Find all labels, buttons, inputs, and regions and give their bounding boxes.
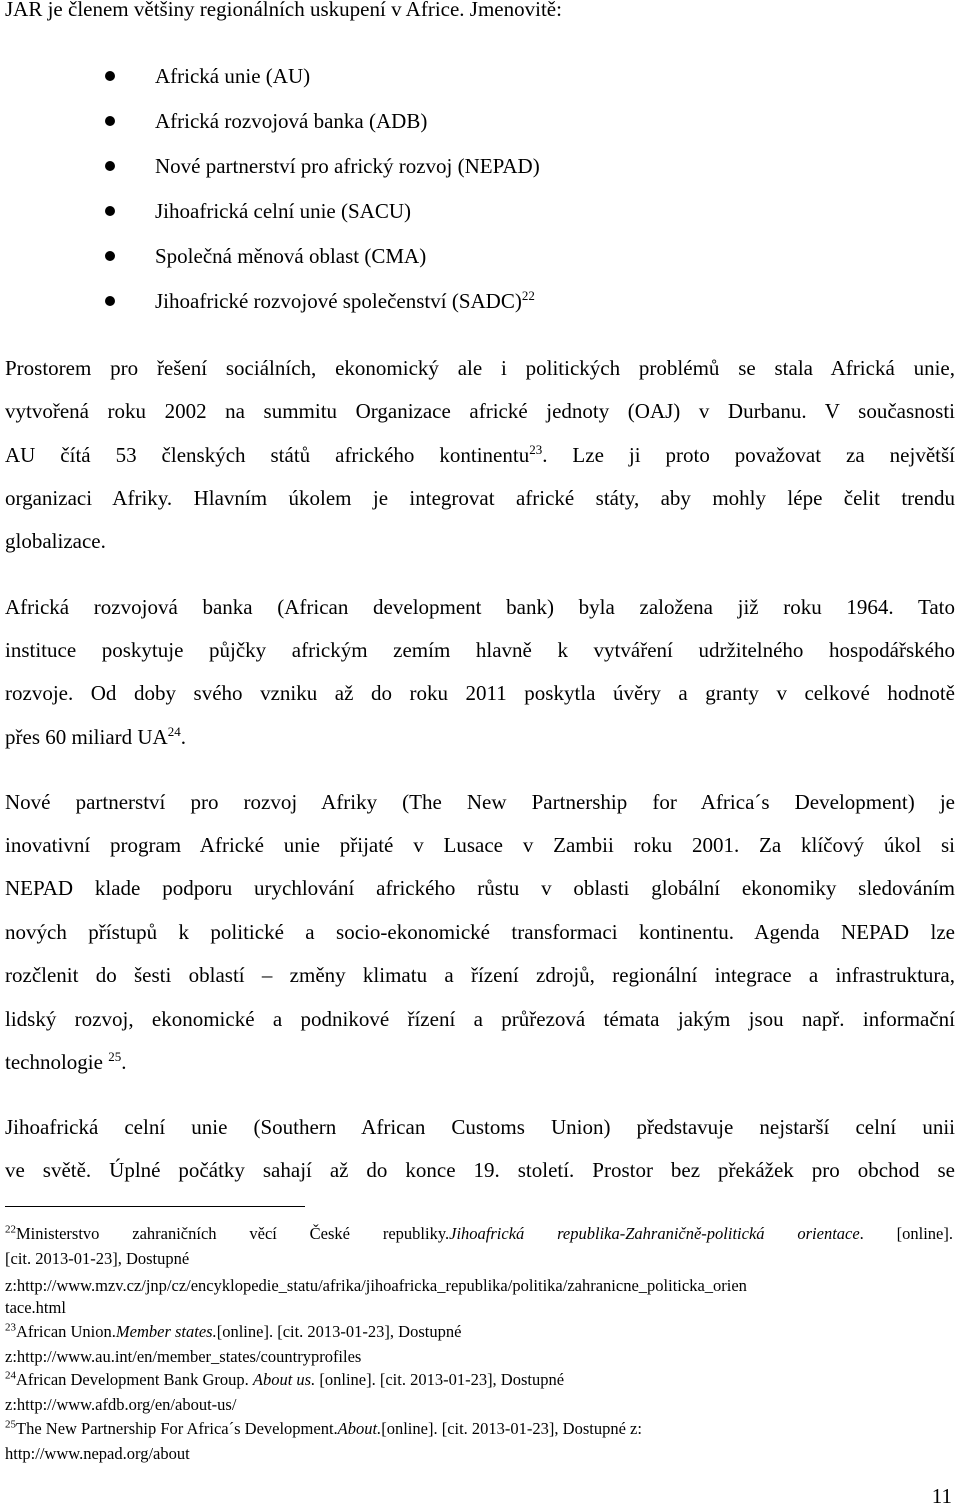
intro-text: JAR je členem většiny regionálních uskupení v Africe. Jmenovitě: [5,0,562,21]
paragraph-line: globalizace. [5,529,106,553]
footnote-ref: 23 [529,442,543,457]
paragraph-line: technologie $^{25}$. [5,1049,127,1074]
page-number: 11 [931,1484,952,1508]
paragraph-line: lidský rozvoj, ekonomické a podnikové řízení a průřezová témata jakým jsou např. informační [5,1007,955,1031]
list-item: Jihoafrické rozvojové společenství (SADC)$^{22}$ [155,288,535,313]
list-item: Jihoafrická celní unie (SACU) [155,199,412,223]
bullet-dot-icon [105,116,115,126]
paragraph-line: ve světě. Úplné počátky sahají až do konce 19. století. Prostor bez překážek pro obchod se [5,1158,955,1182]
list-item: Africká rozvojová banka (ADB) [155,109,428,133]
footnote-23: $^{23}$African Union.Member states.[online]. [cit. 2013-01-23], Dostupné [5,1321,462,1341]
footnote-24: $^{24}$African Development Bank Group. About us. [online]. [cit. 2013-01-23], Dostupné [5,1369,565,1389]
list-item: Africká unie (AU) [155,64,311,88]
paragraph-line: nových přístupů k politické a socio-ekonomické transformaci kontinentu. Agenda NEPAD lze [5,920,955,944]
paragraph-line: inovativní program Africké unie přijaté v Lusace v Zambii roku 2001. Za klíčový úkol si [5,833,955,857]
bullet-dot-icon [105,296,115,306]
footnote-divider [5,1206,305,1207]
footnote-link: z:http://www.mzv.cz/jnp/cz/encyklopedie_statu/afrika/jihoafricka_republika/politika/zahranicne_politicka_orien [5,1276,747,1295]
footnote-25: $^{25}$The New Partnership For Africa´s Development.About.[online]. [cit. 2013-01-23], Dostupné z: [5,1418,642,1438]
bullet-dot-icon [105,161,115,171]
bullet-dot-icon [105,206,115,216]
paragraph-line: přes 60 miliard UA$^{24}$. [5,724,186,749]
footnote-line: tace.html [5,1298,66,1317]
footnote-ref: 25 [108,1049,122,1064]
paragraph-line: rozčlenit do šesti oblastí – změny klimatu a řízení zdrojů, regionální integrace a infrastruktura, [5,963,955,987]
footnote-line: [cit. 2013-01-23], Dostupné [5,1249,190,1268]
paragraph-line: Africká rozvojová banka (African development bank) byla založena již roku 1964. Tato [5,595,955,619]
paragraph-line: NEPAD klade podporu urychlování afrického růstu v oblasti globální ekonomiky sledováním [5,876,955,900]
paragraph-line: Prostorem pro řešení sociálních, ekonomický ale i politických problémů se stala Africká unie, [5,356,955,380]
paragraph-line: Jihoafrická celní unie (Southern African Customs Union) představuje nejstarší celní unii [5,1115,955,1139]
paragraph-line: organizaci Afriky. Hlavním úkolem je integrovat africké státy, aby mohly lépe čelit trendu [5,486,955,510]
footnote-link: http://www.nepad.org/about [5,1444,190,1463]
footnote-link: z:http://www.au.int/en/member_states/countryprofiles [5,1347,362,1366]
footnote-ref: 22 [521,288,535,303]
list-item: Nové partnerství pro africký rozvoj (NEPAD) [155,154,540,178]
paragraph-line: vytvořená roku 2002 na summitu Organizace africké jednoty (OAJ) v Durbanu. V současnosti [5,399,955,423]
paragraph-line: Nové partnerství pro rozvoj Afriky (The New Partnership for Africa´s Development) je [5,790,955,814]
bullet-dot-icon [105,71,115,81]
bullet-dot-icon [105,251,115,261]
paragraph-line: instituce poskytuje půjčky africkým zemím hlavně k vytváření udržitelného hospodářského [5,638,955,662]
list-item: Společná měnová oblast (CMA) [155,244,427,268]
footnote-ref: 24 [167,724,181,739]
paragraph-line: AU čítá 53 členských států afrického kontinentu$^{23}$. Lze ji proto považovat za největší [5,442,955,467]
paragraph-line: rozvoje. Od doby svého vzniku až do roku 2011 poskytla úvěry a granty v celkové hodnotě [5,681,955,705]
footnote-22: $^{22}$Ministerstvo zahraničních věcí České republiky.Jihoafrická republika-Zahraničně-politická orientace. [online]. [5,1223,953,1243]
footnote-link: z:http://www.afdb.org/en/about-us/ [5,1395,237,1414]
